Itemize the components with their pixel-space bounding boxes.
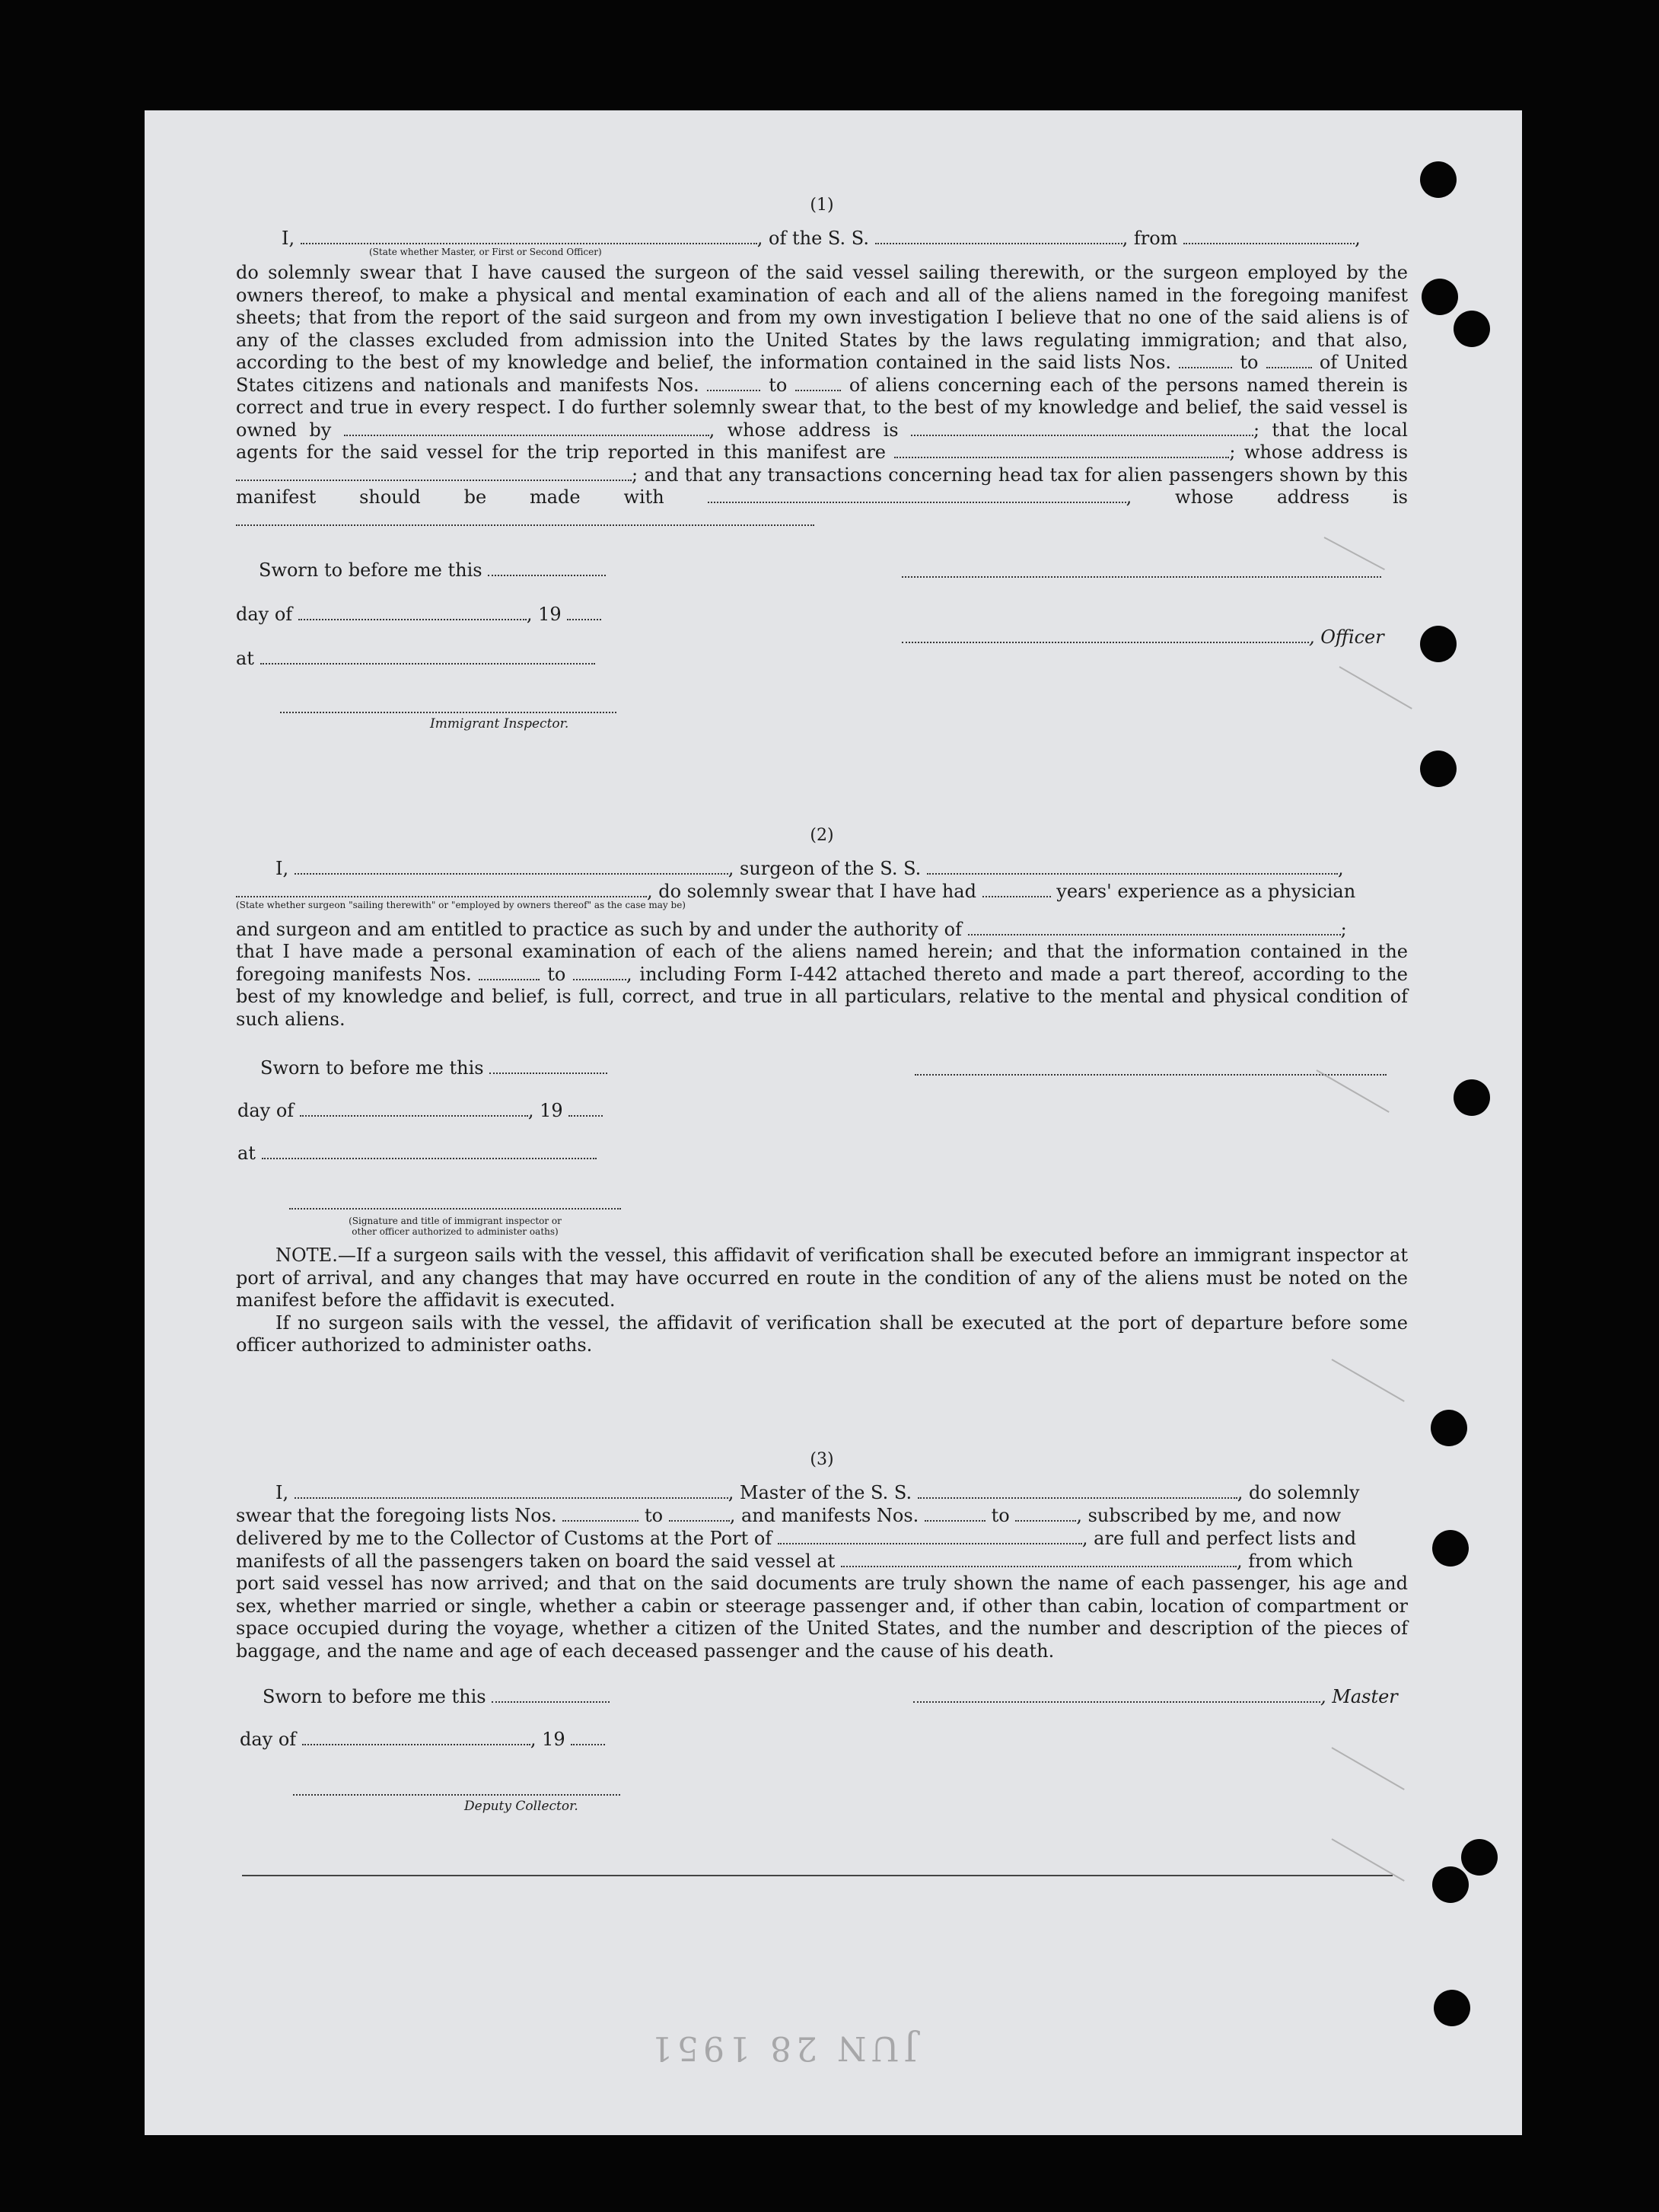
- ship-name-field[interactable]: [927, 858, 1338, 875]
- local-agents-field[interactable]: [894, 441, 1229, 458]
- pencil-mark: [1317, 1069, 1390, 1113]
- head-tax-agent-field[interactable]: [708, 486, 1126, 503]
- ship-name-field[interactable]: [918, 1482, 1237, 1499]
- sworn-line-3: Sworn to before me this: [263, 1686, 610, 1707]
- binder-hole: [1432, 1530, 1469, 1567]
- officer-signature-line[interactable]: [902, 576, 1381, 578]
- section-3: [236, 1450, 1408, 1662]
- owner-address-field[interactable]: [911, 419, 1253, 436]
- at-place-field[interactable]: [262, 1143, 597, 1159]
- binder-hole: [1431, 1410, 1467, 1446]
- binder-hole: [1422, 279, 1458, 315]
- officer-note: (State whether Master, or First or Second Officer): [369, 247, 602, 257]
- surgeon-type-field[interactable]: [236, 881, 647, 897]
- officer-line: , Officer: [902, 626, 1384, 648]
- port-field[interactable]: [778, 1528, 1082, 1544]
- date-stamp: JUN 28 1951: [647, 2029, 918, 2067]
- authority-line: and surgeon and am entitled to practice as such by and under the authority of ;: [236, 919, 1347, 940]
- sworn-line-2: Sworn to before me this: [260, 1057, 607, 1079]
- years-field[interactable]: [982, 881, 1051, 897]
- deputy-caption: Deputy Collector.: [464, 1799, 578, 1814]
- manifests-from-field[interactable]: [479, 964, 540, 980]
- surgeon-line: I, , surgeon of the S. S. ,: [275, 858, 1344, 879]
- inspector-caption: Immigrant Inspector.: [430, 716, 569, 731]
- lists-line: swear that the foregoing lists Nos. to , and manifests Nos. to , subscribed by me, and now: [236, 1505, 1342, 1526]
- manifests-from-field[interactable]: [707, 375, 760, 391]
- section-number: (2): [810, 826, 834, 845]
- binder-hole: [1420, 751, 1457, 787]
- day-of-field[interactable]: [300, 1100, 528, 1117]
- at-line-1: at: [236, 648, 595, 669]
- lists-from-field[interactable]: [1179, 352, 1232, 368]
- pencil-mark: [1324, 537, 1385, 570]
- agents-address-field[interactable]: [236, 464, 632, 481]
- master-name-field[interactable]: [295, 1482, 728, 1499]
- pencil-mark: [1332, 1747, 1405, 1790]
- day-of-line-1: day of , 19: [236, 604, 601, 625]
- lists-to-field[interactable]: [1266, 352, 1312, 368]
- note-paragraph: NOTE.—If a surgeon sails with the vessel, this affidavit of verification shall be executed before an immigrant inspector at port of arrival, and any changes that may have occurred en route in the condition of any of the aliens must be noted on the manifest before the affidavit is executed.: [236, 1245, 1408, 1311]
- section-number: (1): [810, 196, 834, 215]
- at-line-2: at: [237, 1143, 597, 1164]
- lists-to-field[interactable]: [669, 1505, 730, 1522]
- authority-field[interactable]: [968, 919, 1341, 935]
- at-place-field[interactable]: [260, 648, 595, 665]
- day-of-line-2: day of , 19: [237, 1100, 603, 1121]
- sworn-date-field[interactable]: [492, 1686, 610, 1703]
- year-field[interactable]: [568, 1100, 603, 1117]
- section-2-paragraph: that I have made a personal examination of each of the aliens named herein; and that the information contained in the foregoing manifests Nos. to , including Form I-442 attached thereto and made a part thereof, according to the best of my knowledge and belief, is full, correct, and true in all particulars, relative to the mental and physical condition of such aliens.: [236, 941, 1408, 1030]
- year-field[interactable]: [571, 1729, 605, 1745]
- manifests-to-field[interactable]: [1015, 1505, 1076, 1522]
- master-signature-line: , Master: [913, 1686, 1398, 1707]
- binder-hole: [1454, 311, 1490, 347]
- section-1-paragraph: do solemnly swear that I have caused the surgeon of the said vessel sailing therewith, or the surgeon employed by the owners thereof, to make a physical and mental examination of each and all of the aliens named in the foregoing manifest sheets; that from the report of the said surgeon and from my own investigation I believe that no one of the said aliens is of any of the classes excluded from admission into the United States by the laws regulating immigration; and that also, according to the best of my knowledge and belief, the information contained in the said lists Nos. to of United States citizens and nationals and manifests Nos. to of aliens concerning each of the persons named therein is correct and true in every respect. I do further solemnly swear that, to the best of my knowledge and belief, the said vessel is owned by , whose address is ; that the local agents for the said vessel for the trip reported in this manifest are ; whose address is ; and that any transactions concerning head tax for alien passengers shown by this manifest should be made with , whose address is: [236, 262, 1408, 531]
- section-1: [236, 196, 1408, 531]
- surgeon-signature-line[interactable]: [915, 1074, 1387, 1076]
- note-paragraph-2: If no surgeon sails with the vessel, the affidavit of verification shall be executed at the port of departure before some officer authorized to administer oaths.: [236, 1312, 1408, 1356]
- taken-on-board-line: manifests of all the passengers taken on board the said vessel at , from which: [236, 1551, 1353, 1572]
- binder-hole: [1454, 1079, 1490, 1116]
- embark-port-field[interactable]: [841, 1551, 1237, 1567]
- manifest-page: [145, 110, 1522, 2135]
- surgeon-name-field[interactable]: [295, 858, 728, 875]
- binder-hole: [1432, 1866, 1469, 1903]
- officer-line: I, , of the S. S. , from ,: [282, 228, 1361, 249]
- delivered-line: delivered by me to the Collector of Customs at the Port of , are full and perfect lists and: [236, 1528, 1357, 1549]
- section-2: [236, 826, 1408, 1031]
- sworn-date-field[interactable]: [488, 559, 606, 576]
- pencil-mark: [1339, 666, 1412, 709]
- pencil-mark: [1332, 1359, 1405, 1402]
- binder-hole: [1434, 1990, 1470, 2026]
- inspector-signature-line[interactable]: [289, 1208, 621, 1210]
- sworn-line-1: Sworn to before me this: [259, 559, 606, 581]
- master-line: I, , Master of the S. S. , do solemnly: [275, 1482, 1360, 1503]
- day-of-line-3: day of , 19: [240, 1729, 605, 1750]
- lists-from-field[interactable]: [562, 1505, 638, 1522]
- manifests-from-field[interactable]: [925, 1505, 986, 1522]
- surgeon-note: (State whether surgeon "sailing therewith" or "employed by owners thereof" as the case may be): [236, 900, 686, 910]
- bottom-rule: [242, 1875, 1393, 1876]
- inspector-signature-line[interactable]: [280, 712, 616, 713]
- swear-line: , do solemnly swear that I have had years' experience as a physician: [236, 880, 1408, 903]
- officer-title-field[interactable]: [902, 626, 1309, 643]
- manifests-to-field[interactable]: [795, 375, 841, 391]
- binder-hole: [1420, 161, 1457, 198]
- head-tax-address-field[interactable]: [236, 509, 814, 526]
- deputy-signature-line[interactable]: [293, 1794, 620, 1796]
- master-signature-field[interactable]: [913, 1686, 1320, 1703]
- manifests-to-field[interactable]: [573, 964, 626, 980]
- from-port-field[interactable]: [1183, 228, 1355, 244]
- year-field[interactable]: [567, 604, 601, 620]
- sworn-date-field[interactable]: [489, 1057, 607, 1074]
- signature-note: (Signature and title of immigrant inspector or other officer authorized to administer oaths): [349, 1216, 562, 1237]
- section-3-paragraph: port said vessel has now arrived; and that on the said documents are truly shown the name of each passenger, his age and sex, whether married or single, whether a cabin or steerage passenger and, if other than cabin, location of compartment or space occupied during the voyage, whether a citizen of the United States, and the number and description of the pieces of baggage, and the name and age of each deceased passenger and the cause of his death.: [236, 1573, 1408, 1662]
- binder-hole: [1420, 626, 1457, 662]
- binder-hole: [1461, 1839, 1498, 1876]
- ship-name-field[interactable]: [875, 228, 1122, 244]
- day-of-field[interactable]: [302, 1729, 530, 1745]
- owner-field[interactable]: [344, 419, 709, 436]
- section-number: (3): [810, 1450, 834, 1469]
- officer-name-field[interactable]: [301, 228, 757, 244]
- note-block: [236, 1245, 1408, 1357]
- day-of-field[interactable]: [298, 604, 527, 620]
